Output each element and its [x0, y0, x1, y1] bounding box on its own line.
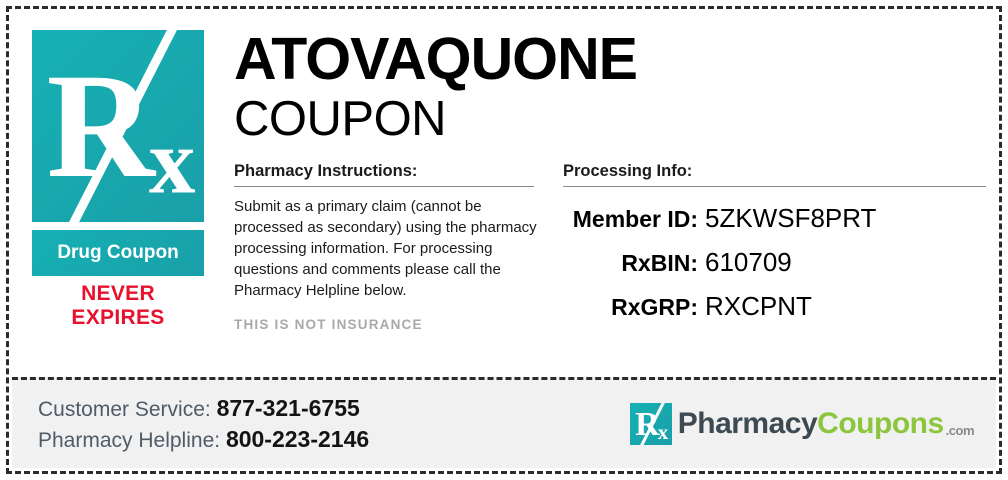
pharmacy-instructions-section	[234, 162, 559, 335]
rx-brand-letter: Rx	[635, 406, 667, 444]
customer-service-line	[38, 395, 369, 422]
rxbin-value: 610709	[705, 247, 792, 277]
pharmacy-helpline-label: Pharmacy Helpline:	[38, 429, 221, 452]
coupon-main-column	[220, 12, 996, 377]
processing-info-rows	[563, 203, 986, 322]
rxbin-label: RxBIN:	[621, 250, 698, 276]
member-id-value: 5ZKWSF8PRT	[705, 203, 877, 233]
drug-coupon-badge: Drug Coupon	[32, 230, 204, 276]
member-id-row	[563, 203, 986, 234]
pharmacy-helpline-line	[38, 426, 369, 453]
brand-word-coupons: Coupons	[817, 407, 944, 440]
rxgrp-row	[563, 291, 986, 322]
member-id-label: Member ID:	[572, 206, 698, 232]
processing-info-heading: Processing Info:	[563, 162, 986, 187]
pharmacy-instructions-heading: Pharmacy Instructions:	[234, 162, 534, 187]
logo-column	[12, 12, 220, 377]
rxgrp-value: RXCPNT	[705, 291, 812, 321]
rxbin-row	[563, 247, 986, 278]
pharmacy-helpline-number[interactable]: 800-223-2146	[225, 426, 370, 452]
footer-contact-block	[38, 391, 369, 457]
coupon-detail-columns	[234, 162, 986, 335]
brand-word-pharmacy: Pharmacy	[677, 407, 818, 440]
customer-service-label: Customer Service:	[38, 398, 211, 421]
rx-logo-icon	[32, 30, 204, 222]
footer-brand-block	[369, 403, 974, 445]
pharmacycoupons-logo[interactable]	[630, 403, 974, 445]
page-subtitle: COUPON	[234, 92, 447, 146]
never-expires-label: NEVER EXPIRES	[71, 282, 165, 329]
pharmacy-instructions-text: Submit as a primary claim (cannot be processed as secondary) using the pharmacy processing information. For processing questions and comments please call the Pharmacy Helpline below.	[234, 198, 537, 299]
processing-info-section	[559, 162, 986, 335]
not-insurance-disclaimer: THIS IS NOT INSURANCE	[234, 317, 423, 332]
page-title: ATOVAQUONE	[234, 26, 638, 92]
rx-logo-letter: Rx	[46, 43, 190, 214]
brand-wordmark	[678, 407, 974, 441]
rxgrp-label: RxGRP:	[611, 294, 698, 320]
coupon-footer	[12, 377, 996, 468]
brand-word-tld: .com	[945, 423, 974, 438]
coupon-top-area	[12, 12, 996, 377]
coupon-inner	[12, 12, 996, 468]
customer-service-number[interactable]: 877-321-6755	[216, 395, 360, 421]
rx-brand-icon	[630, 403, 672, 445]
